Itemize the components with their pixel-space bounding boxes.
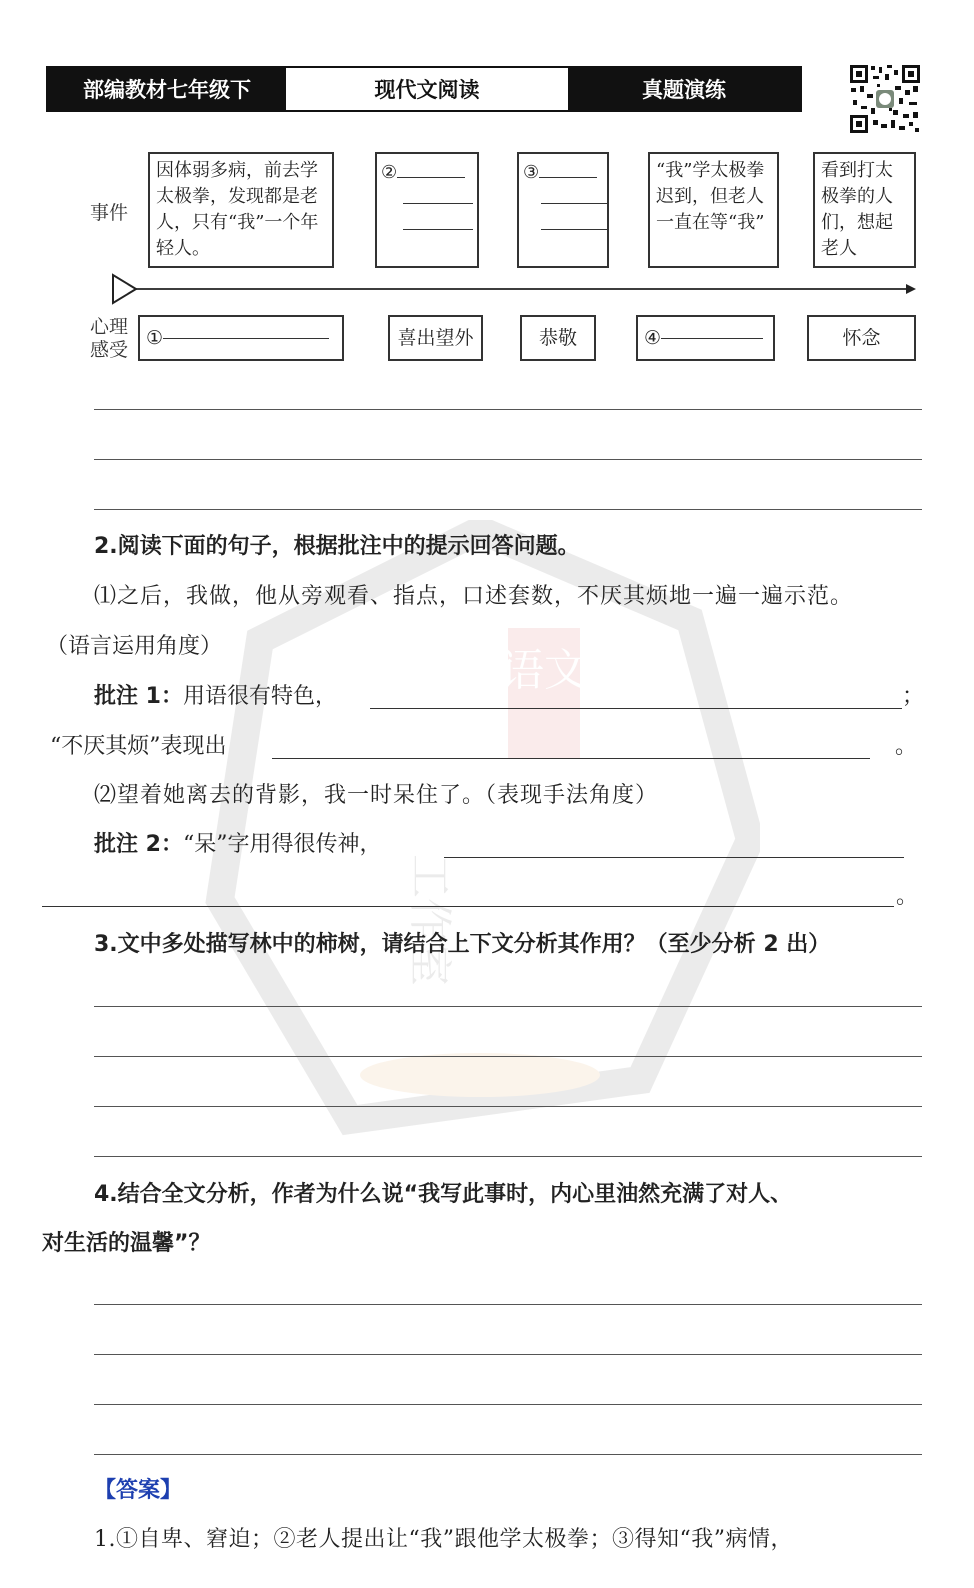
event-box-1 xyxy=(148,152,334,268)
event-marker-3: ③ xyxy=(523,162,540,183)
event-text-4: “我”学太极拳迟到，但老人一直在等“我” xyxy=(656,160,765,233)
watermark-sub: 工作室 xyxy=(404,854,455,986)
note2-answer-blank[interactable] xyxy=(444,857,904,858)
answer-line[interactable] xyxy=(94,1454,922,1455)
feeling-box-3 xyxy=(520,315,596,361)
event-box-2[interactable] xyxy=(375,152,479,268)
feeling-box-5 xyxy=(807,315,916,361)
note1-end: ； xyxy=(902,684,925,709)
answer-line[interactable] xyxy=(94,1404,922,1405)
note1-text: 用语很有特色， xyxy=(182,684,337,709)
answer-line-1: 1.①自卑、窘迫；②老人提出让“我”跟他学太极拳；③得知“我”病情， xyxy=(94,1527,793,1552)
header-textbook: 部编教材七年级下 xyxy=(48,68,286,110)
event-row-label: 事件 xyxy=(90,202,129,224)
feeling-box-4[interactable] xyxy=(636,315,775,361)
feeling-text-2: 喜出望外 xyxy=(397,327,474,349)
feeling-text-3: 恭敬 xyxy=(538,327,577,349)
note1-line2: “不厌其烦”表现出 xyxy=(50,734,227,759)
note1-answer-blank-2[interactable] xyxy=(272,758,870,759)
answer-line[interactable] xyxy=(94,1056,922,1057)
answer-line[interactable] xyxy=(94,1156,922,1157)
note1-period: 。 xyxy=(895,734,918,759)
feeling-text-5: 怀念 xyxy=(842,327,881,349)
q4-title-line1: 4.结合全文分析，作者为什么说“我写此事时，内心里油然充满了对人、 xyxy=(94,1182,793,1207)
header-section: 现代文阅读 xyxy=(286,68,568,110)
q3-title: 3.文中多处描写林中的柿树，请结合上下文分析其作用？（至少分析 2 出） xyxy=(94,932,831,957)
note1-answer-blank[interactable] xyxy=(370,708,902,709)
note1-label: 批注 1： xyxy=(94,684,183,709)
feeling-marker-4: ④ xyxy=(644,327,662,349)
answer-line[interactable] xyxy=(94,509,922,510)
q2-sentence-2: ⑵望着她离去的背影，我一时呆住了。（表现手法角度） xyxy=(94,783,659,808)
header-bar xyxy=(46,66,802,112)
event-box-5 xyxy=(813,152,916,268)
q2-title: 2.阅读下面的句子，根据批注中的提示回答问题。 xyxy=(94,534,580,559)
q2-angle-1: （语言运用角度） xyxy=(46,634,223,659)
event-box-3[interactable] xyxy=(517,152,609,268)
answer-line[interactable] xyxy=(94,1304,922,1305)
qr-code-icon[interactable] xyxy=(849,64,921,134)
feeling-box-2 xyxy=(388,315,483,361)
event-marker-2: ② xyxy=(381,162,398,183)
feeling-marker-1: ① xyxy=(146,327,164,349)
note2-answer-blank-2[interactable] xyxy=(42,906,894,907)
q2-sentence-1: ⑴之后，我做，他从旁观看、指点，口述套数，不厌其烦地一遍一遍示范。 xyxy=(94,584,854,609)
answer-line[interactable] xyxy=(94,1006,922,1007)
answer-heading: 【答案】 xyxy=(94,1478,183,1503)
watermark-char: 语文 xyxy=(500,645,588,696)
feeling-box-1[interactable] xyxy=(138,315,344,361)
q4-title-line2: 对生活的温馨”？ xyxy=(42,1231,211,1256)
q2-note2 xyxy=(94,830,381,860)
header-practice: 真题演练 xyxy=(568,68,800,110)
timeline-arrow xyxy=(110,272,922,306)
note2-period: 。 xyxy=(896,884,919,909)
answer-line[interactable] xyxy=(94,459,922,460)
answer-line[interactable] xyxy=(94,1106,922,1107)
event-text-1: 因体弱多病，前去学太极拳，发现都是老人，只有“我”一个年轻人。 xyxy=(156,160,319,259)
answer-line[interactable] xyxy=(94,1354,922,1355)
note2-text: “呆”字用得很传神， xyxy=(182,832,382,857)
answer-line[interactable] xyxy=(94,409,922,410)
note2-label: 批注 2： xyxy=(94,832,183,857)
event-box-4 xyxy=(648,152,779,268)
q2-note1 xyxy=(94,682,337,712)
event-text-5: 看到打太极拳的人们，想起老人 xyxy=(821,160,893,259)
feeling-row-label: 心理感受 xyxy=(90,316,129,361)
